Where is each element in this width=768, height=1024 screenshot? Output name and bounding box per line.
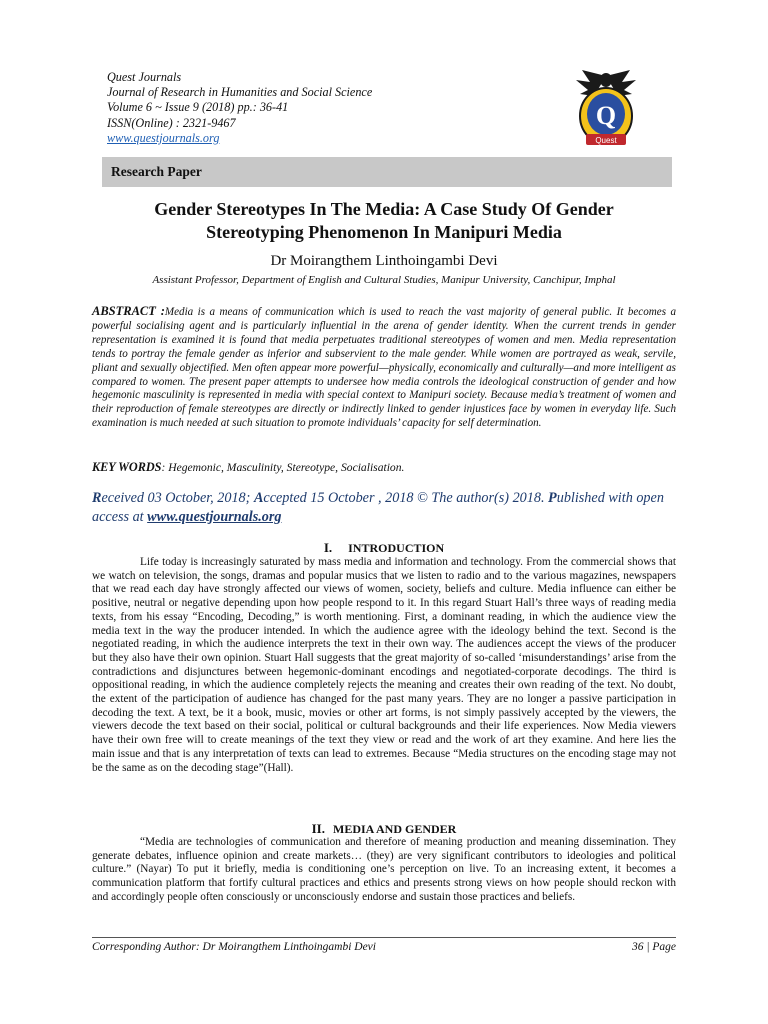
section-title: INTRODUCTION xyxy=(348,541,445,555)
introduction-paragraph: Life today is increasingly saturated by mass media and information and technology. From the commercial shows that we watch on television, the songs, dramas and popular musics that we listen to radio and to the various magazines, newspapers that we read each day have strongly affected our views of women, society, beliefs and culture. Media influence can either be positive, neutral or negative depending upon how people respond to it. In this regard Stuart Hall’s three ways of reading media texts, from his essay “Encoding, Decoding,” is worth mentioning. First, a dominant reading, in which the audience view the media text in the way the producer intended. In which the audience agree with the ideology behind the text. Second is the negotiated reading, in which the audience interprets the text in their own way. The audiences accept the views of the producer but they also have their own opinion. Stuart Hall suggests that the great majority of so-called ‘misunderstandings’ arise from the contradictions and disjunctures between hegemonic-dominant encodings and negotiated-corporate decodings. The third is oppositional reading, in which the audience completely rejects the meaning and creates their own reading of the text. No doubt, the extent of the participation of audience has changed for the past many years. They are no longer a passive participation in decoding the text. A text, be it a book, music, movies or other art forms, is not simply passively accepted by the viewers, the viewers decode the text based on their social, political or cultural backgrounds and their life experiences. Now Media viewers have their own free will to create meanings of the text they view or read and the work of art they examine. And here lies the main issue and that is any interpretation of texts can lead to extremes. Because “Media structures on the encoding stage may not be the same as on the decoding stage”(Hall). xyxy=(92,556,676,774)
quest-logo xyxy=(570,66,642,152)
journal-name: Quest Journals xyxy=(107,70,182,84)
section-label-bar xyxy=(102,157,672,187)
abstract-label: ABSTRACT : xyxy=(92,304,165,318)
keywords-text: : Hegemonic, Masculinity, Stereotype, Socialisation. xyxy=(161,461,405,474)
section-number: II. xyxy=(311,821,325,836)
paper-title-line-1: Gender Stereotypes In The Media: A Case Study Of Gender xyxy=(154,199,614,219)
journal-full-name: Journal of Research in Humanities and Social Science xyxy=(107,85,373,100)
footer-author: Corresponding Author: Dr Moirangthem Linthoingambi Devi xyxy=(92,941,376,953)
keywords xyxy=(92,460,676,475)
footer-divider xyxy=(92,937,676,938)
paper-title xyxy=(92,198,676,244)
journal-url-link[interactable]: www.questjournals.org xyxy=(107,130,220,145)
journal-header xyxy=(107,70,527,146)
logo-letter: Q xyxy=(595,101,617,130)
section-heading-media-gender xyxy=(92,821,676,837)
footer-page-number: 36 | Page xyxy=(631,941,676,953)
author-name: Dr Moirangthem Linthoingambi Devi xyxy=(270,253,498,269)
abstract-text: Media is a means of communication which is used to reach the vast majority of general public. It becomes a powerful socialising agent and is particularly influential in the arena of gender identity. When the current trends in gender representation is examined it is found that media perpetuates traditional stereotypes of women and men. Media representation tends to portray the female gender as inferior and subservient to the male gender. While women are portrayed as weak, servile, pliant and sexually objectified. Men often appear more powerful—physically, economically and culturally—and more intelligent as compared to women. The present paper attempts to undersee how media controls the ideological construction of gender and how hegemonic masculinity is represented in media with special context to Manipuri society. Because media’s treatment of women and their reproduction of female stereotypes are directly or indirectly linked to gender injustices face by women in everyday life. Such examination is much needed at such situation to promote individuals’ capacity for self determination. xyxy=(92,306,676,430)
section-label: Research Paper xyxy=(111,164,202,179)
abstract xyxy=(92,305,676,431)
keywords-label: KEY WORDS xyxy=(92,460,162,474)
journal-volume: Volume 6 ~ Issue 9 (2018) pp.: 36-41 xyxy=(107,100,289,115)
author-affiliation: Assistant Professor, Department of English and Cultural Studies, Manipur University, Canchipur, Imphal xyxy=(152,274,616,286)
journal-issn: ISSN(Online) : 2321-9467 xyxy=(107,115,236,130)
section-number: I. xyxy=(323,540,333,555)
logo-banner: Quest xyxy=(595,136,617,145)
media-gender-paragraph: “Media are technologies of communication and therefore of meaning production and meaning dissemination. They generate debates, influence opinion and create markets… (they) are very significant contributors to ideologies and political culture.” (Nayar) To put it briefly, media is conditioning one’s perception on live. To an increasing extent, it becomes a communication platform that fortify cultural practices and ethics and presents strong views on how people should reckon with and accordingly people often consciously or unconsciously endorse and sustain those practices and beliefs. xyxy=(92,836,676,903)
received-url-link[interactable]: www.questjournals.org xyxy=(147,509,282,525)
section-heading-introduction xyxy=(92,540,676,556)
section-title: MEDIA AND GENDER xyxy=(333,822,457,836)
received-notice: Received 03 October, 2018; Accepted 15 October , 2018 © The author(s) 2018. Published with open access at www.questjournals.org xyxy=(92,490,664,525)
paper-title-line-2: Stereotyping Phenomenon In Manipuri Media xyxy=(206,222,562,242)
